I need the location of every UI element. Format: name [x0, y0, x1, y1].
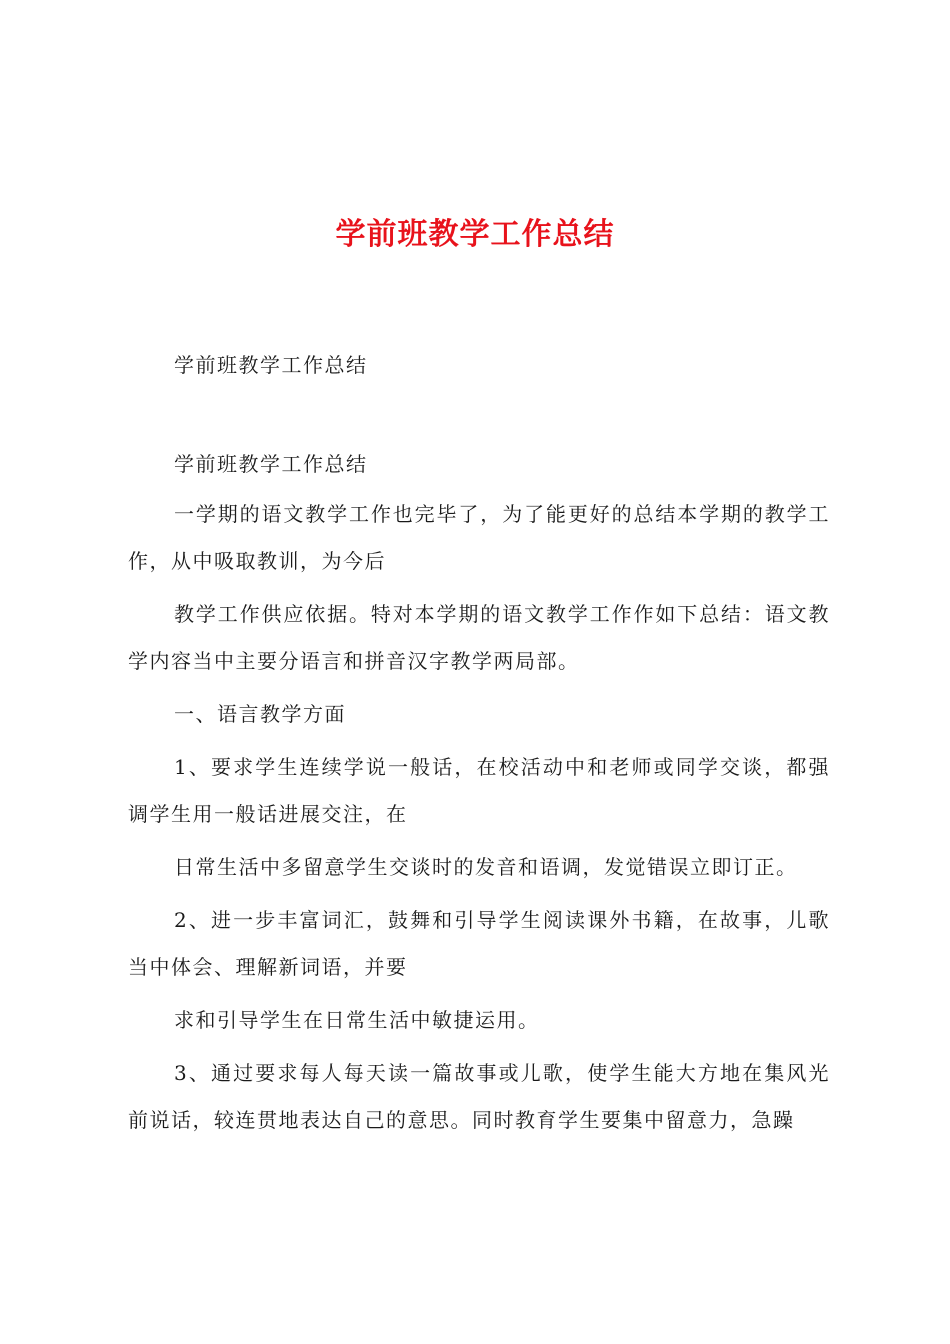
document-title: 学前班教学工作总结	[335, 217, 615, 252]
paragraph: 2、进一步丰富词汇，鼓舞和引导学生阅读课外书籍，在故事，儿歌当中体会、理解新词语，并要	[128, 908, 830, 979]
paragraph: 3、通过要求每人每天读一篇故事或儿歌，使学生能大方地在集风光前说话，较连贯地表达自己的意思。同时教育学生要集中留意力，急躁	[128, 1061, 830, 1132]
document-body	[128, 491, 830, 1150]
paragraph: 求和引导学生在日常生活中敏捷运用。	[174, 1008, 540, 1032]
subtitle-first	[128, 342, 830, 389]
paragraph: 一、语言教学方面	[174, 702, 346, 726]
paragraph: 1、要求学生连续学说一般话，在校活动中和老师或同学交谈，都强调学生用一般话进展交注，在	[128, 755, 830, 826]
subtitle-second-text: 学前班教学工作总结	[174, 452, 368, 476]
subtitle-first-text: 学前班教学工作总结	[174, 353, 368, 377]
subtitle-second	[128, 441, 830, 488]
paragraph: 日常生活中多留意学生交谈时的发音和语调，发觉错误立即订正。	[174, 855, 798, 879]
paragraph: 一学期的语文教学工作也完毕了，为了能更好的总结本学期的教学工作，从中吸取教训，为今后	[128, 502, 830, 573]
paragraph: 教学工作供应依据。特对本学期的语文教学工作作如下总结：语文教学内容当中主要分语言和拼音汉字教学两局部。	[128, 602, 830, 673]
